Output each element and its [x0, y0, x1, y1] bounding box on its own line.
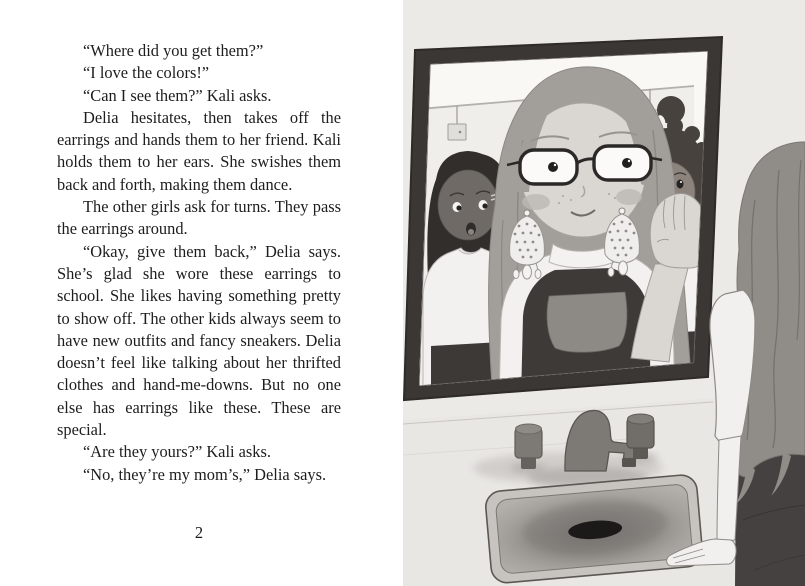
page-right — [403, 0, 805, 586]
story-paragraph: “Are they yours?” Kali asks. — [83, 442, 271, 462]
sink-basin — [484, 474, 703, 584]
mirror — [404, 37, 722, 400]
dress-pocket — [547, 292, 627, 352]
story-paragraph: “Where did you get them?” — [83, 41, 264, 60]
illustration-bathroom-mirror — [403, 0, 805, 586]
story-paragraph: “No, they’re my mom’s,” Delia says. — [83, 464, 327, 484]
story-paragraph: “Can I see them?” Kali asks. — [83, 85, 272, 105]
story-paragraph: “Okay, give them back,” Delia says. She’s glad she wore these earrings to school. She likes having something pretty to show off. The other kids always seem to have new outfits and fancy sneakers. Delia doesn’t feel like talking about her thrifted clothes and hand-me-downs. But no one else has earrings like these. These are special. — [57, 241, 341, 440]
mirror-reflection — [413, 40, 713, 400]
story-text — [57, 40, 341, 486]
page-number: 2 — [194, 523, 204, 542]
story-paragraph: “I love the colors!” — [83, 63, 210, 83]
story-paragraph: The other girls ask for turns. They pass the earrings around. — [57, 197, 341, 239]
story-paragraph: Delia hesitates, then takes off the earrings and hands them to her friend. Kali holds them to her ears. She swishes them back and forth, making them dance. — [57, 107, 341, 194]
